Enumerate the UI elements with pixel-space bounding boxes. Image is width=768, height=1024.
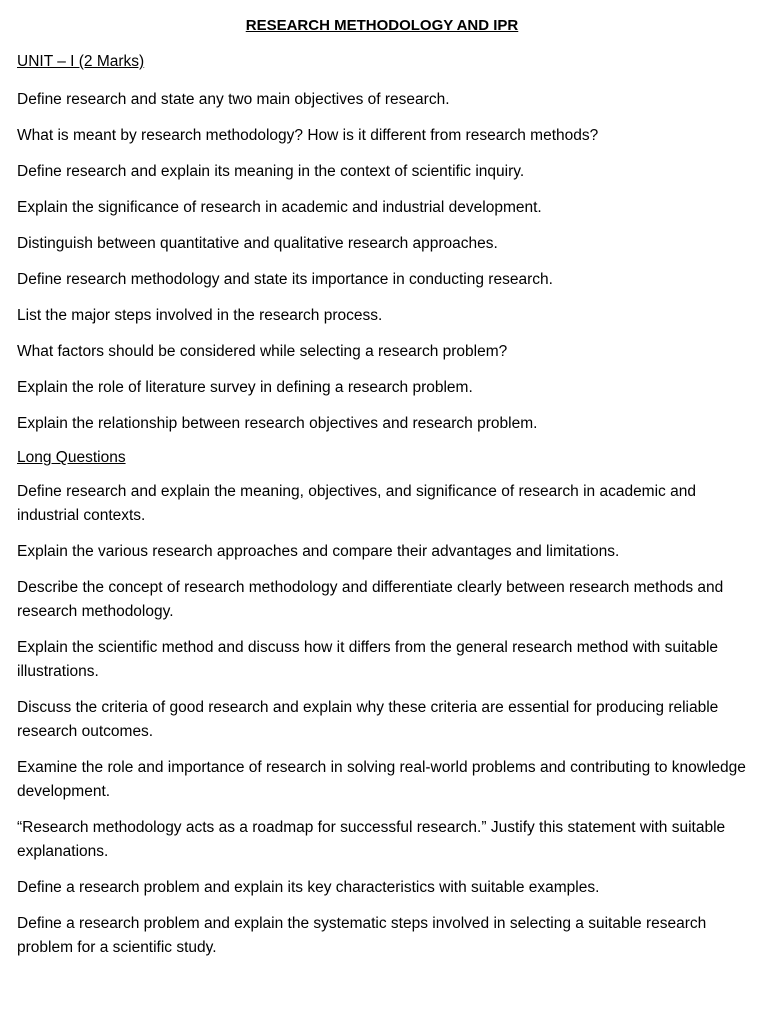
document-title: RESEARCH METHODOLOGY AND IPR	[245, 17, 519, 34]
short-question: What is meant by research methodology? How is it different from research methods?	[17, 127, 599, 144]
long-question: Explain the various research approaches and compare their advantages and limitations.	[17, 543, 620, 560]
short-question: Define research methodology and state its importance in conducting research.	[17, 271, 553, 288]
document-page	[17, 16, 755, 972]
long-question: Discuss the criteria of good research and explain why these criteria are essential for producing reliable research outcomes.	[17, 699, 719, 740]
long-question: Define a research problem and explain its key characteristics with suitable examples.	[17, 879, 600, 896]
short-question: List the major steps involved in the research process.	[17, 307, 383, 324]
long-question: Define research and explain the meaning, objectives, and significance of research in academic and industrial contexts.	[17, 483, 696, 524]
short-question: Explain the role of literature survey in defining a research problem.	[17, 379, 473, 396]
short-question: Explain the relationship between research objectives and research problem.	[17, 415, 538, 432]
short-question: Explain the significance of research in academic and industrial development.	[17, 199, 542, 216]
long-question: Examine the role and importance of research in solving real-world problems and contributing to knowledge development.	[17, 759, 746, 800]
long-questions-list	[17, 480, 755, 960]
unit-heading: UNIT – I (2 Marks)	[17, 53, 145, 70]
long-questions-heading: Long Questions	[17, 449, 126, 466]
short-question: Distinguish between quantitative and qualitative research approaches.	[17, 235, 498, 252]
short-question: What factors should be considered while selecting a research problem?	[17, 343, 508, 360]
long-question: Describe the concept of research methodology and differentiate clearly between research methods and research methodology.	[17, 579, 724, 620]
short-questions-list	[17, 88, 755, 436]
long-question: “Research methodology acts as a roadmap for successful research.” Justify this statement with suitable explanations.	[17, 819, 726, 860]
long-question: Explain the scientific method and discuss how it differs from the general research method with suitable illustrations.	[17, 639, 719, 680]
long-question: Define a research problem and explain the systematic steps involved in selecting a suitable research problem for a scientific study.	[17, 915, 707, 956]
short-question: Define research and explain its meaning in the context of scientific inquiry.	[17, 163, 525, 180]
short-question: Define research and state any two main objectives of research.	[17, 91, 450, 108]
